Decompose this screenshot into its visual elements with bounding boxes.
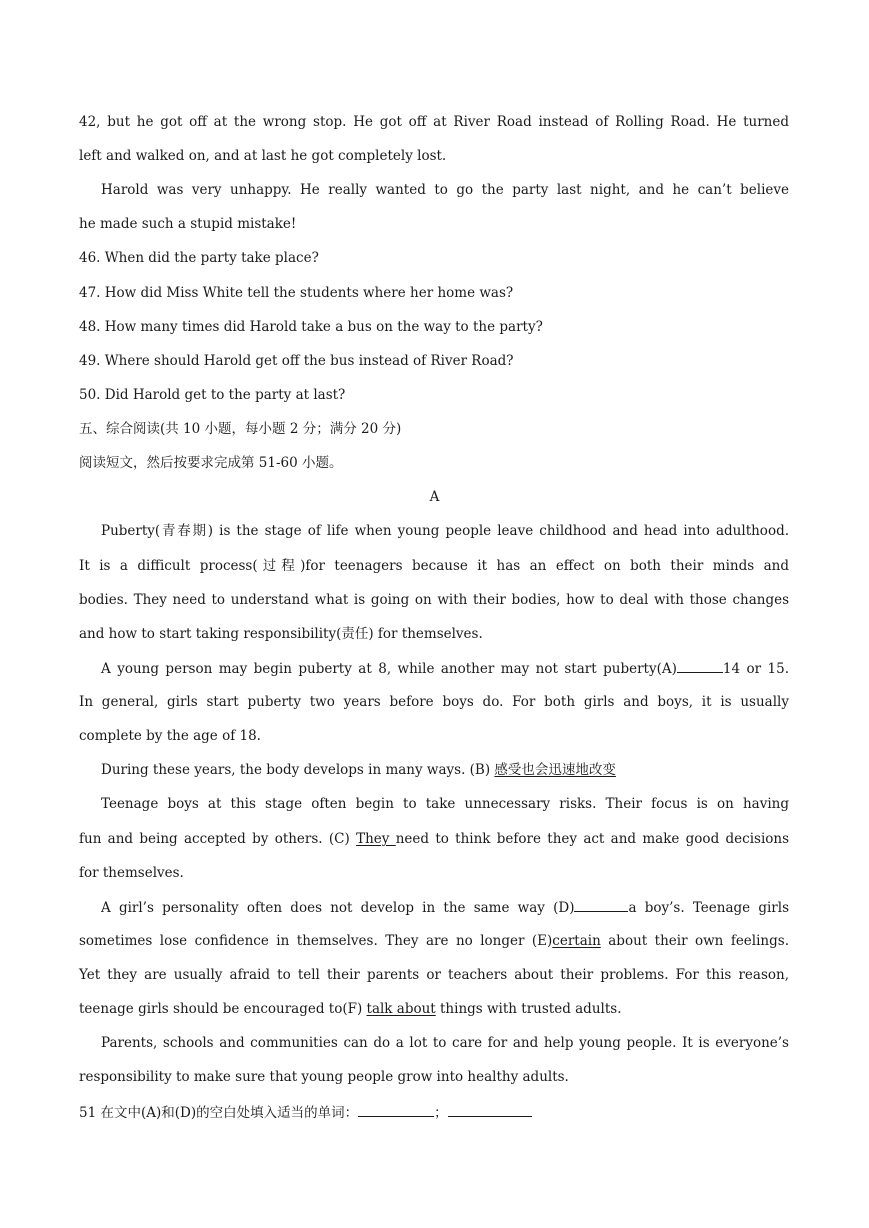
section-instruction: 阅读短文，然后按要求完成第 51-60 小题。 [79,455,343,471]
question-47: 47. How did Miss White tell the students where her home was? [79,285,514,301]
passage-line: fun and being accepted by others. (C) They need to think before they act and make good decisions [79,831,790,847]
underlined-word-e: certain [552,933,601,949]
passage-line: complete by the age of 18. [79,728,261,744]
passage-line: Parents, schools and communities can do a lot to care for and help young people. It is everyone’s [101,1035,789,1051]
question-46: 46. When did the party take place? [79,250,319,266]
passage-line: he made such a stupid mistake! [79,216,297,232]
passage-line: Harold was very unhappy. He really wanted to go the party last night, and he can’t believe [101,182,789,198]
question-49: 49. Where should Harold get off the bus instead of River Road? [79,353,514,369]
question-50: 50. Did Harold get to the party at last? [79,387,346,403]
underlined-sentence-b: 感受也会迅速地改变 [494,762,616,778]
passage-line: and how to start taking responsibility(责任) for themselves. [79,626,483,642]
passage-line: Yet they are usually afraid to tell their parents or teachers about their problems. For this reason, [79,967,789,983]
underlined-phrase-f: talk about [366,1001,436,1017]
passage-line: Puberty(青春期) is the stage of life when young people leave childhood and head into adulthood. [101,523,789,539]
blank-d[interactable] [574,897,628,912]
passage-line: left and walked on, and at last he got completely lost. [79,148,447,164]
passage-label: A [429,489,440,505]
question-48: 48. How many times did Harold take a bus on the way to the party? [79,319,543,335]
passage-line: Teenage boys at this stage often begin to take unnecessary risks. Their focus is on having [101,796,789,812]
section-heading: 五、综合阅读(共 10 小题，每小题 2 分；满分 20 分) [79,421,402,437]
answer-blank-1[interactable] [358,1102,434,1117]
underlined-word-c: They [356,831,396,847]
passage-line: teenage girls should be encouraged to(F) talk about things with trusted adults. [79,1001,622,1017]
passage-line: responsibility to make sure that young people grow into healthy adults. [79,1069,569,1085]
passage-line: It is a difficult process(过程)for teenagers because it has an effect on both their minds and [79,558,789,574]
passage-line: A young person may begin puberty at 8, while another may not start puberty(A) 14 or 15. [101,658,789,679]
passage-line: 42, but he got off at the wrong stop. He got off at River Road instead of Rolling Road. He turned [79,114,789,130]
answer-blank-2[interactable] [448,1102,532,1117]
passage-line: bodies. They need to understand what is going on with their bodies, how to deal with those changes [79,592,789,608]
passage-line: for themselves. [79,865,184,881]
passage-line: During these years, the body develops in many ways. (B) 感受也会迅速地改变 [101,762,616,778]
passage-line: In general, girls start puberty two years before boys do. For both girls and boys, it is usually [79,694,789,710]
question-51: 51 在文中(A)和(D)的空白处填入适当的单词： ； [79,1102,789,1123]
passage-line: A girl’s personality often does not develop in the same way (D) a boy’s. Teenage girls [101,897,789,918]
passage-line: sometimes lose confidence in themselves. They are no longer (E)certain about their own feelings. [79,933,789,949]
blank-a[interactable] [677,658,723,673]
